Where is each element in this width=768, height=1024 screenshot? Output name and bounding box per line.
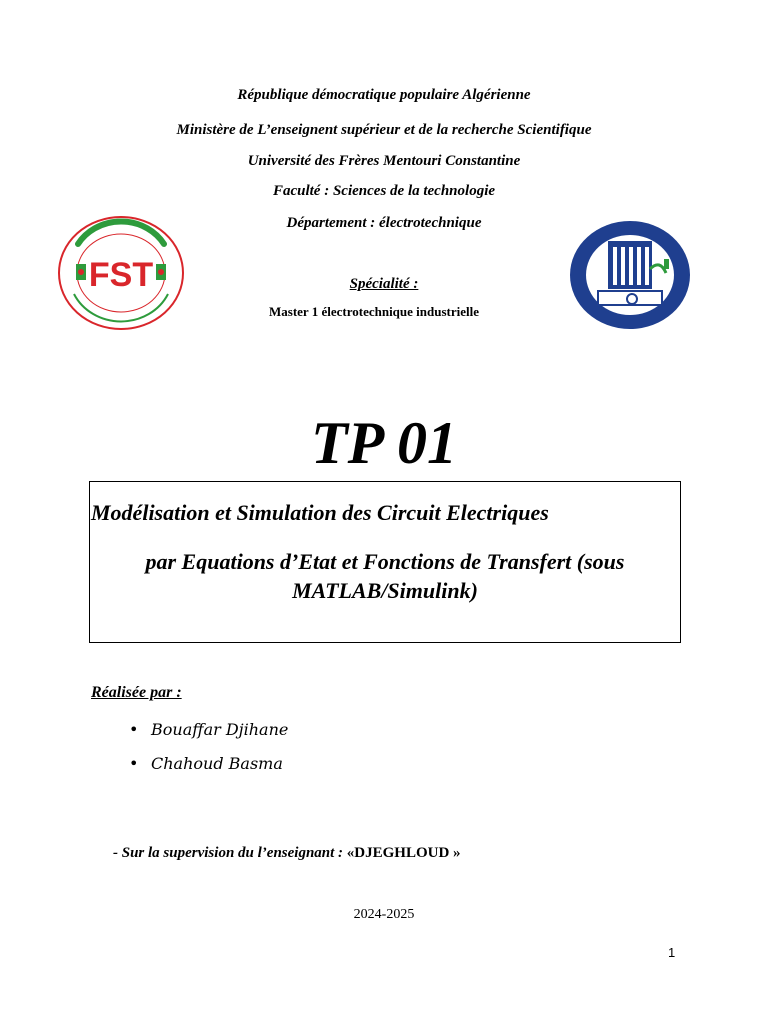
- author-name: Bouaffar Djihane: [151, 720, 289, 739]
- bullet-icon: •: [129, 720, 139, 739]
- authors-heading: Réalisée par :: [91, 684, 182, 701]
- tp-title: TP 01: [310, 410, 458, 476]
- header-university: Université des Frères Mentouri Constantine: [247, 153, 521, 169]
- header-faculty: Faculté : Sciences de la technologie: [272, 183, 496, 199]
- supervision-prefix: - Sur la supervision du l’enseignant :: [113, 845, 347, 861]
- academic-year: 2024-2025: [353, 907, 415, 922]
- specialty-label: Spécialité :: [349, 276, 419, 292]
- specialty-value: Master 1 électrotechnique industrielle: [268, 304, 479, 319]
- subtitle-line1: Modélisation et Simulation des Circuit Electriques: [91, 500, 549, 525]
- svg-text:FST: FST: [88, 256, 154, 294]
- page-number: 1: [668, 945, 676, 960]
- author-item: [129, 720, 288, 739]
- author-name: Chahoud Basma: [151, 754, 283, 773]
- header-department: Département : électrotechnique: [286, 215, 482, 231]
- subtitle-line2: par Equations d’Etat et Fonctions de Transfert (sous MATLAB/Simulink): [145, 549, 625, 603]
- author-item: [129, 754, 283, 773]
- bullet-icon: •: [129, 754, 139, 773]
- header-ministry: Ministère de L’enseignent supérieur et de la recherche Scientifique: [176, 122, 592, 138]
- supervisor-name: «DJEGHLOUD »: [346, 845, 461, 861]
- header-republic: République démocratique populaire Algérienne: [237, 87, 531, 103]
- supervision-line: [113, 845, 461, 862]
